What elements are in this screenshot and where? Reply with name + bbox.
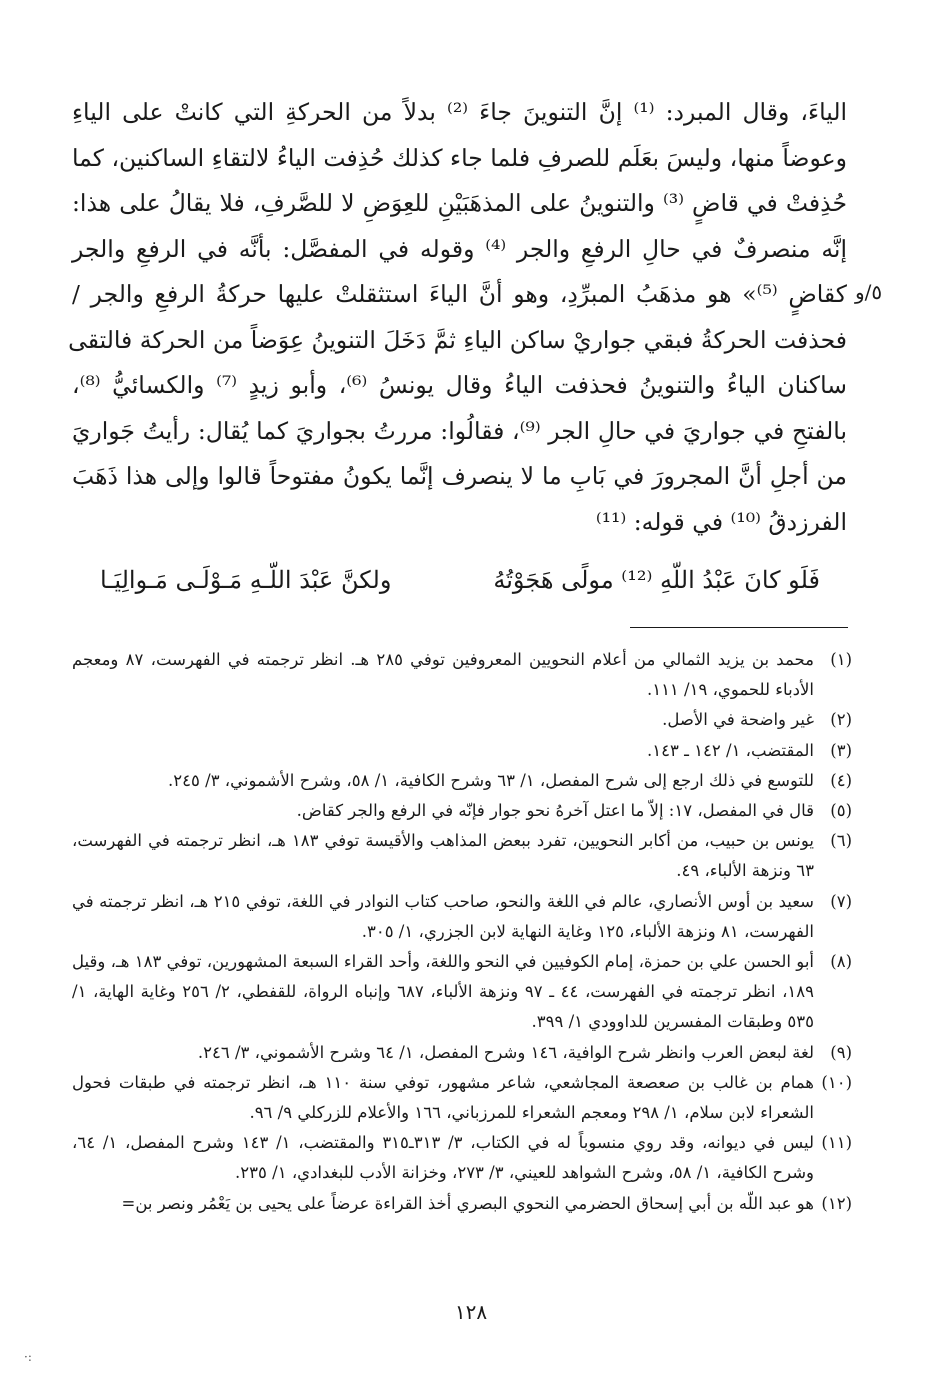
footnote [72,645,852,705]
footnote [72,766,852,796]
text-line: إنَّه منصرفٌ في حالِ الرفعِ والجر ⁽⁴⁾ وقوله في المفصَّل: بأنَّه في الرفعِ والجر [72,234,847,263]
text-line: الفرزدقُ ⁽¹⁰⁾ في قوله: ⁽¹¹⁾ [595,507,847,536]
footnote-number: (٧) [830,891,852,911]
text-line: ساكنان الياءُ والتنوينُ فحذفت الياءُ وقال يونسُ ⁽⁶⁾، وأبو زيدٍ ⁽⁷⁾ والكسائيُّ ⁽⁸⁾، [72,371,847,399]
footnote-number: (١) [830,650,852,669]
footnote-number: (٩) [830,1042,852,1062]
text-line: فحذفت الحركةُ فبقي جواريْ ساكن الياءِ ثمَّ دَخَلَ التنوينُ عِوَضاً من الحركة فالتقى [68,325,847,354]
footnote-number: (٢) [830,710,852,730]
footnote [72,1128,852,1188]
footnote-number: (٨) [830,952,852,972]
footnote [72,796,852,826]
footnote-text: أبو الحسن علي بن حمزة، إمام الكوفيين في النحو واللغة، وأحد القراء السبعة المشهورين، توفي ١٨٣ هـ، وقيل ١٨٩، انظر ترجمته في الفهرست، ٤٤ ـ ٩٧ ونزهة الألباء، ٦٨٧ وإنباه الرواة، للقفطي، ٢/ ٢٥٦ وغاية الهاية، ١/ ٥٣٥ وطبقات المفسرين للداوودي ١/ ٣٩٩. [72,952,814,1032]
footnote-text: للتوسع في ذلك ارجع إلى شرح المفصل، ١/ ٦٣ وشرح الكافية، ١/ ٥٨، وشرح الأشموني، ٣/ ٢٤٥. [168,770,814,790]
footnote-number: (١٢) [821,1193,852,1213]
footnote-text: قال في المفصل، ١٧: إلاّ ما اعتل آخرهُ نحو جوار فإنّه في الرفع والجر كقاض. [296,801,814,821]
text-line: بالفتحِ في جواريَ في حالِ الجر ⁽⁹⁾، فقالُوا: مررتُ بجواريَ كما يُقال: رأيتُ جَواريَ [72,416,847,445]
footnote-number: (٦) [830,831,852,851]
footnote-number: (٥) [830,801,852,821]
footnote-text: سعيد بن أوس الأنصاري، عالم في اللغة والنحو، صاحب كتاب النوادر في اللغة، توفي ٢١٥ هـ، انظر ترجمته في الفهرست، ٨١ ونزهة الألباء، ١٢٥ وغاية النهاية لابن الجزري، ١/ ٣٠٥. [72,891,814,941]
footnotes [72,645,852,1219]
main-text [68,90,848,545]
footnote [72,887,852,947]
footnote [72,947,852,1038]
footnote-text: ليس في ديوانه، وقد روي منسوباً له في الكتاب، ٣/ ٣١٣ـ٣١٥ والمقتضب، ١/ ١٤٣ وشرح المفصل، ١/ ٦٤، وشرح الكافية، ١/ ٥٨، وشرح الشواهد للعيني، ٣/ ٢٧٣، وخزانة الأدب للبغدادي، ١/ ٢٣٥. [72,1133,814,1183]
footnote [72,705,852,735]
text-line: حُذِفتْ في قاضٍ ⁽³⁾ والتنوينُ على المذهَبَيْنِ للعِوَضِ لا للصَّرفِ، فلا يقالُ على هذا: [72,189,847,217]
text-line: كقاضٍ ⁽⁵⁾» هو مذهَبُ المبرِّدِ، وهو أنَّ الياءَ استثقلتْ عليها حركةُ الرفعِ والجر / [72,280,847,308]
scan-speck: ·: [24,1350,32,1364]
footnote-text: لغة لبعض العرب وانظر شرح الوافية، ١٤٦ وشرح المفصل، ١/ ٦٤ وشرح الأشموني، ٣/ ٢٤٦. [197,1042,814,1062]
footnote [72,826,852,886]
text-line: من أجلِ أنَّ المجرورَ في بَابِ ما لا ينصرف إنَّما يكونُ مفتوحاً قالوا وإلى هذا ذَهَبَ [72,462,847,490]
footnote-text: غير واضحة في الأصل. [662,710,814,730]
footnote-number: (١١) [821,1133,852,1153]
footnote [72,1038,852,1068]
text-line: الياءَ، وقال المبرد: ⁽¹⁾ إنَّ التنوينَ جاءَ ⁽²⁾ بدلاً من الحركةِ التي كانتْ على الياءِ [72,98,848,126]
footnote-text: هو عبد اللّه بن أبي إسحاق الحضرمي النحوي البصري أخذ القراءة عرضاً على يحيى بن يَعْمُر ونصر بن= [121,1193,814,1213]
footnote [72,1189,852,1219]
footnote-number: (١٠) [821,1072,852,1092]
footnote-number: (٣) [830,740,852,760]
footnote-separator [630,627,848,628]
manuscript-folio-marker: ٥/و [855,280,883,304]
page-number: ١٢٨ [454,1300,488,1324]
footnote-number: (٤) [830,770,852,790]
text-line: وعوضاً منها، وليسَ بعَلَم للصرفِ فلما جاء كذلك حُذِفت الياءُ لالتقاءِ الساكنين، كما [72,143,847,172]
footnote-text: همام بن غالب بن صعصعة المجاشعي، شاعر مشهور، توفي سنة ١١٠ هـ، انظر ترجمته في طبقات فحول الشعراء لابن سلام، ١/ ٢٩٨ ومعجم الشعراء للمرزباني، ١٦٦ والأعلام للزركلي ٩/ ٩٦. [72,1072,814,1123]
footnote [72,1068,852,1128]
poetry-verse [100,560,820,600]
footnote [72,736,852,766]
footnote-text: محمد بن يزيد الثمالي من أعلام النحويين المعروفين توفي ٢٨٥ هـ. انظر ترجمته في الفهرست، ٨٧ ومعجم الأدباء للحموي، ١٩/ ١١١. [72,650,814,700]
verse-second-hemistich: ولكنَّ عَبْدَ اللّـهِ مَـوْلَـى مَـوالِيَـا [100,566,392,594]
verse-first-hemistich: فَلَو كانَ عَبْدُ اللّهِ ⁽¹²⁾ مولًى هَجَوْتُهُ [493,566,820,594]
footnote-text: يونس بن حبيب، من أكابر النحويين، تفرد ببعض المذاهب والأقيسة توفي ١٨٣ هـ، انظر ترجمته في الفهرست، ٦٣ ونزهة الألباء، ٤٩. [72,831,814,881]
footnote-text: المقتضب، ١/ ١٤٢ ـ ١٤٣. [646,740,814,760]
